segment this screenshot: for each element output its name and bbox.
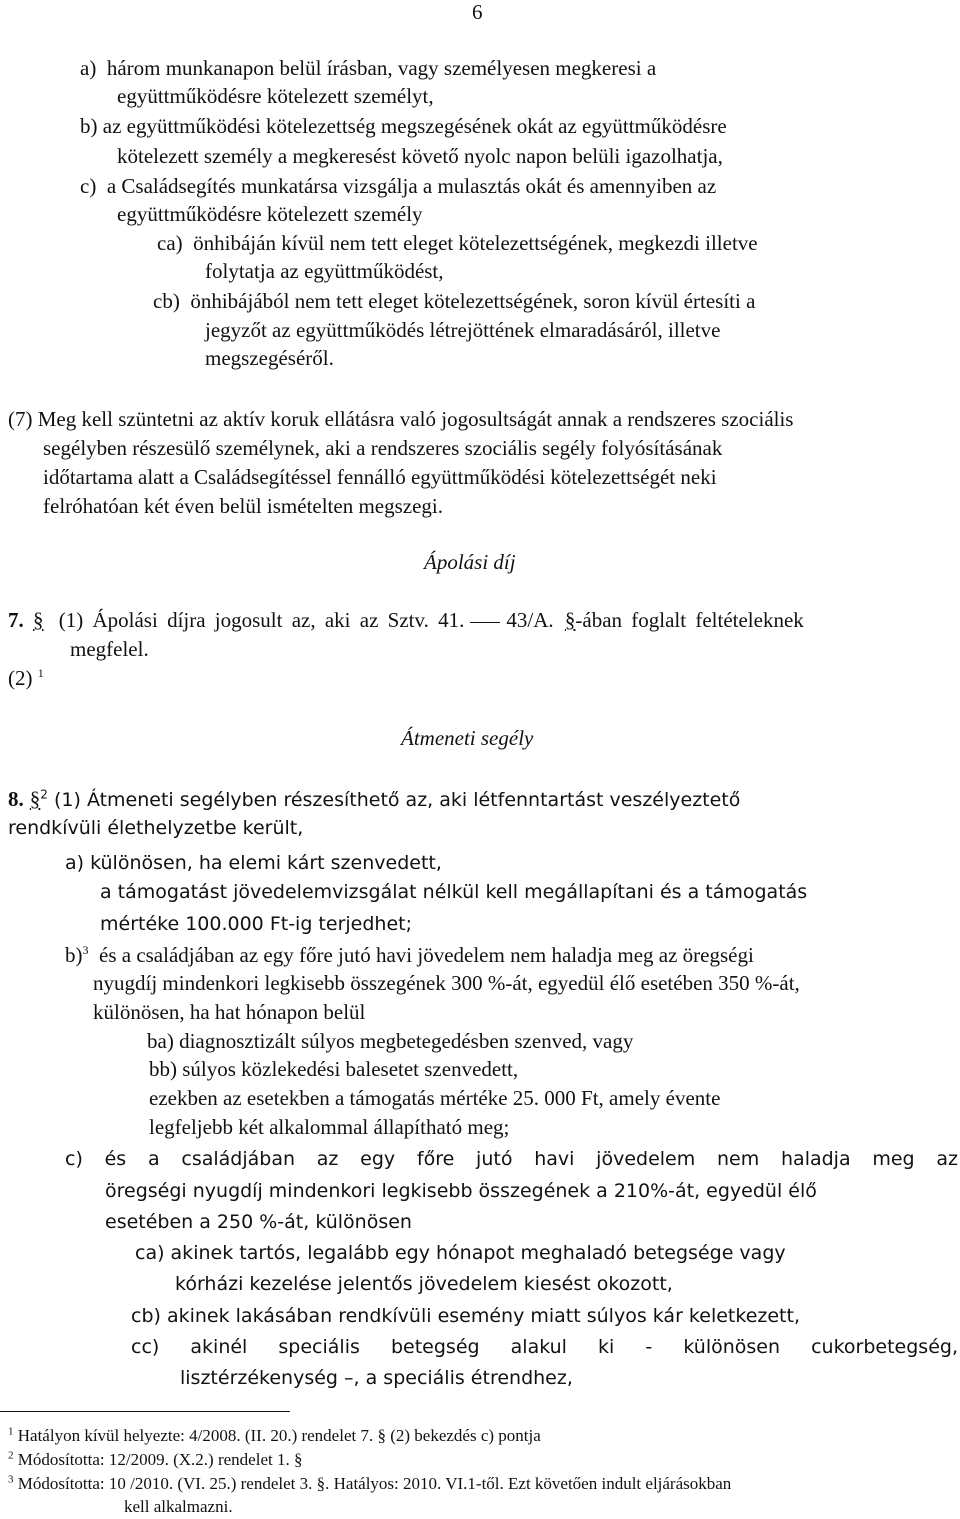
paragraph-sign: § <box>33 608 44 632</box>
list-item-a <box>80 54 656 82</box>
sec8-cb: cb) akinek lakásában rendkívüli esemény miatt súlyos kár keletkezett, <box>131 1305 800 1327</box>
sec8-b1 <box>65 941 754 969</box>
list-item-a-cont: együttműködésre kötelezett személyt, <box>117 84 434 108</box>
sec8-c1: c) és a családjában az egy főre jutó havi jövedelem nem haladja meg az <box>65 1148 958 1170</box>
sec8-ba: ba) diagnosztizált súlyos megbetegedésben szenved, vagy <box>147 1029 634 1053</box>
list-text: az együttműködési kötelezettség megszegésének okát az együttműködésre <box>102 114 727 138</box>
footnote-3 <box>8 1473 731 1495</box>
list-marker: ca) <box>157 231 183 255</box>
list-marker: b) <box>80 114 98 138</box>
list-text: önhibáján kívül nem tett eleget kötelezettségének, megkezdi illetve <box>193 231 758 255</box>
para7-line2: segélyben részesülő személynek, aki a rendszeres szociális segély folyósításának <box>43 436 723 460</box>
sec8-bb: bb) súlyos közlekedési balesetet szenvedett, <box>149 1057 519 1081</box>
sec7-p2 <box>8 664 44 692</box>
sec8-bc1: ezekben az esetekben a támogatás mértéke 25. 000 Ft, amely évente <box>149 1086 721 1110</box>
footnote-text: Módosította: 10 /2010. (VI. 25.) rendelet 3. §. Hatályos: 2010. VI.1-től. Ezt követően indult eljárásokban <box>17 1474 732 1493</box>
footnote-3-cont: kell alkalmazni. <box>124 1497 233 1516</box>
sec8-c2: öregségi nyugdíj mindenkori legkisebb összegének a 210%-át, egyedül élő <box>105 1180 817 1202</box>
footnote-2 <box>8 1449 302 1471</box>
sec8-cc2: lisztérzékenység –, a speciális étrendhez, <box>180 1367 573 1389</box>
footnote-text: Módosította: 12/2009. (X.2.) rendelet 1. § <box>17 1450 303 1469</box>
list-marker: b) <box>65 943 83 967</box>
sec8-c3: esetében a 250 %-át, különösen <box>105 1211 412 1233</box>
list-item-b-cont: kötelezett személy a megkeresést követő nyolc napon belüli igazolhatja, <box>117 144 723 168</box>
list-text: és a családjában az egy főre jutó havi jövedelem nem haladja meg az öregségi <box>99 943 754 967</box>
list-item-ca-cont: folytatja az együttműködést, <box>205 259 444 283</box>
list-item-cb-cont: jegyzőt az együttműködés létrejöttének elmaradásáról, illetve <box>205 318 721 342</box>
section-number: 8. <box>8 787 24 811</box>
para7-line1: (7) Meg kell szüntetni az aktív koruk ellátásra való jogosultságát annak a rendszeres szociális <box>8 407 794 431</box>
paragraph-sign: § <box>29 787 41 811</box>
sec8-cc1: cc) akinél speciális betegség alakul ki - különösen cukorbetegség, <box>131 1336 958 1358</box>
list-text: három munkanapon belül írásban, vagy személyesen megkeresi a <box>106 56 657 80</box>
sec8-b3: különösen, ha hat hónapon belül <box>93 1000 366 1024</box>
footnote-number: 3 <box>8 1473 14 1486</box>
sec7-line2: megfelel. <box>70 637 149 661</box>
page-number: 6 <box>472 0 483 24</box>
sec8-line1 <box>8 785 740 814</box>
footnote-separator <box>0 1411 290 1412</box>
sec8-bc2: legfeljebb két alkalommal állapítható meg; <box>149 1115 510 1139</box>
list-item-b <box>80 112 727 140</box>
sec7-tail: -ában foglalt feltételeknek <box>575 608 804 632</box>
footnote-ref: 2 <box>40 787 48 802</box>
footnote-number: 1 <box>8 1425 14 1438</box>
sec8-ca1: ca) akinek tartós, legalább egy hónapot meghaladó betegsége vagy <box>135 1242 786 1264</box>
sec8-line2: rendkívüli élethelyzetbe került, <box>8 817 304 839</box>
footnote-number: 2 <box>8 1449 14 1462</box>
paragraph-sign: § <box>564 608 576 632</box>
footnote-1 <box>8 1425 541 1447</box>
sec8-ca2: kórházi kezelése jelentős jövedelem kiesést okozott, <box>175 1273 673 1295</box>
list-text: a Családsegítés munkatársa vizsgálja a mulasztás okát és amennyiben az <box>106 174 717 198</box>
list-item-cb-cont2: megszegéséről. <box>205 346 334 370</box>
heading-atmeneti-segely: Átmeneti segély <box>401 726 534 750</box>
footnote-text: Hatályon kívül helyezte: 4/2008. (II. 20.) rendelet 7. § (2) bekezdés c) pontja <box>17 1426 541 1445</box>
sec7-text-after: 43/A. <box>506 608 554 632</box>
footnote-ref: 1 <box>37 666 44 680</box>
sec7-line1 <box>8 606 958 634</box>
en-dash <box>470 622 500 623</box>
heading-apolasi-dij: Ápolási díj <box>424 550 516 574</box>
sec8-a2: a támogatást jövedelemvizsgálat nélkül kell megállapítani és a támogatás <box>100 881 808 903</box>
list-marker: c) <box>80 174 97 198</box>
sec8-b2: nyugdíj mindenkori legkisebb összegének 300 %-át, egyedül élő esetében 350 %-át, <box>93 971 800 995</box>
para7-line4: felróhatóan két éven belül ismételten megszegi. <box>43 494 444 518</box>
para7-line3: időtartama alatt a Családsegítéssel fennálló együttműködési kötelezettségét neki <box>43 465 717 489</box>
list-item-c <box>80 172 716 200</box>
sec7-text: (1) Ápolási díjra jogosult az, aki az Sztv. 41. <box>58 608 465 632</box>
list-item-cb <box>153 287 755 315</box>
section-number: 7. <box>8 608 24 632</box>
list-marker: a) <box>80 56 97 80</box>
list-item-ca <box>157 229 758 257</box>
sec8-a3: mértéke 100.000 Ft-ig terjedhet; <box>100 913 412 935</box>
footnote-ref: 3 <box>82 943 89 957</box>
sec8-a1: a) különösen, ha elemi kárt szenvedett, <box>65 852 442 874</box>
list-marker: cb) <box>153 289 180 313</box>
list-text: önhibájából nem tett eleget kötelezettségének, soron kívül értesíti a <box>190 289 756 313</box>
p2-label: (2) <box>8 666 33 690</box>
list-item-c-cont: együttműködésre kötelezett személy <box>117 202 423 226</box>
sec8-text: (1) Átmeneti segélyben részesíthető az, aki létfenntartást veszélyeztető <box>53 789 741 811</box>
